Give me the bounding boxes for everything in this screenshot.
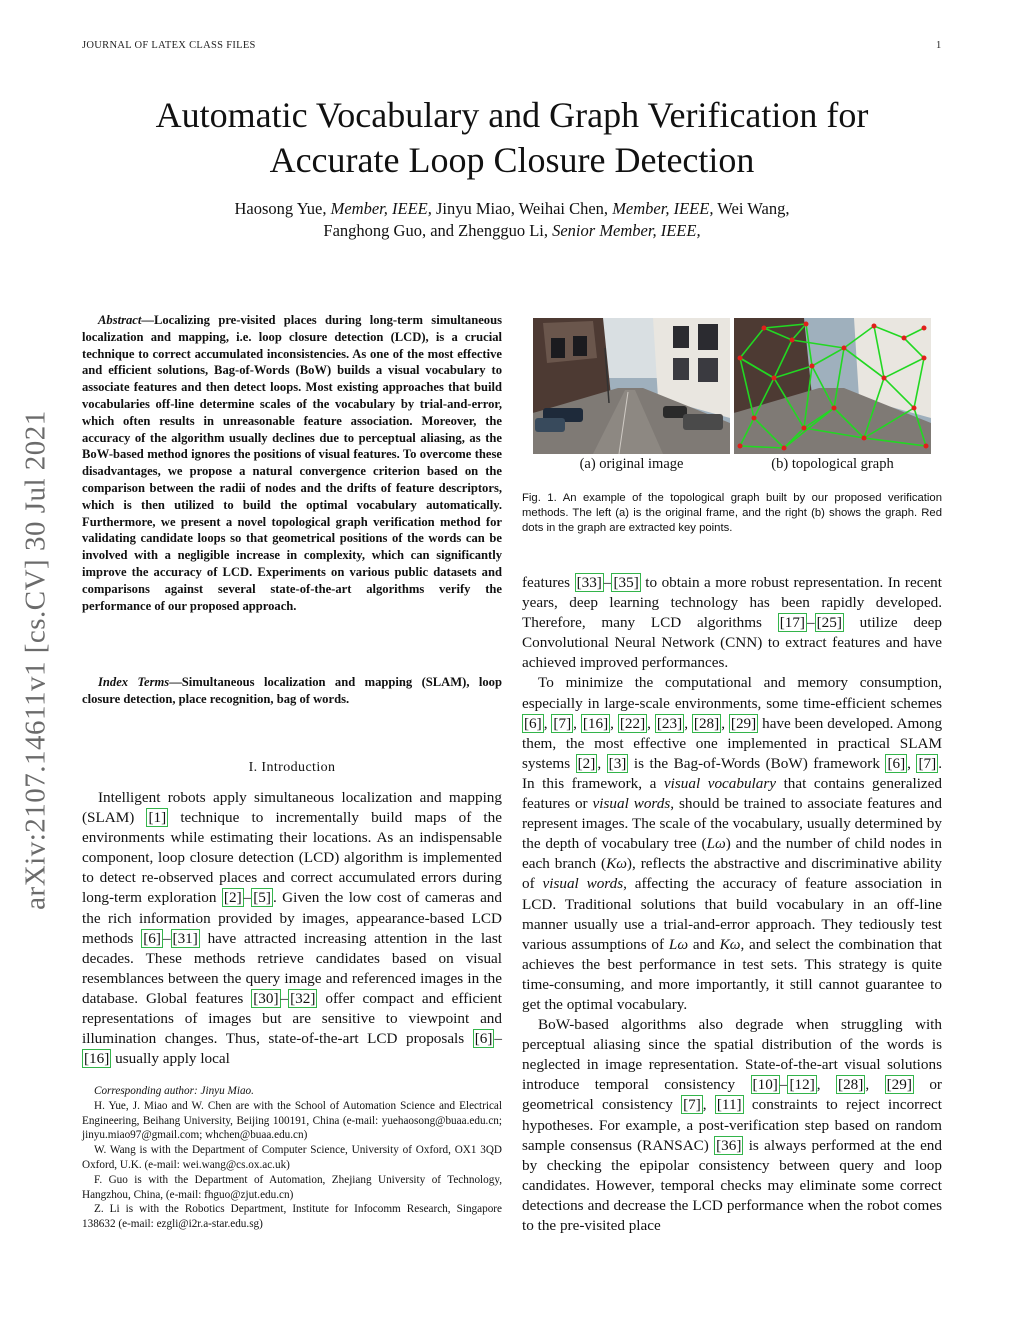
index-terms-text: —Simultaneous localization and mapping (SLAM), loop closure detection, place recognition, bag of words. bbox=[82, 675, 502, 706]
citation-link[interactable]: [28] bbox=[693, 714, 720, 732]
text-run: – bbox=[494, 1030, 502, 1048]
graph-overlay-image bbox=[734, 318, 931, 454]
figure-topological-graph bbox=[734, 318, 931, 454]
citation-link[interactable]: [22] bbox=[619, 714, 646, 732]
text-run: To minimize the computational and memory consumption, especially in large-scale environments, some time-efficient schemes bbox=[522, 674, 942, 712]
arxiv-identifier: arXiv:2107.14611v1 [cs.CV] 30 Jul 2021 bbox=[19, 410, 52, 910]
text-run: – bbox=[280, 989, 289, 1007]
citation-link[interactable]: [32] bbox=[290, 989, 316, 1007]
author-line-2 bbox=[80, 220, 944, 242]
text-run: , bbox=[816, 1076, 837, 1094]
text-run: . Given the low cost of cameras and the rich information provided by images, appearance-based LCD methods bbox=[82, 889, 502, 947]
footnote-affiliation: Z. Li is with the Robotics Department, Institute for Infocomm Research, Singapore 138632 (e-mail: ezgli@i2r.a-star.edu.sg) bbox=[82, 1203, 502, 1231]
author-text: Wei Wang, bbox=[713, 199, 790, 218]
text-run: , bbox=[907, 754, 917, 772]
footnotes bbox=[82, 1084, 502, 1232]
citation-link[interactable]: [1] bbox=[148, 809, 167, 827]
citation-link[interactable]: [3] bbox=[608, 754, 627, 772]
footnote-affiliation: H. Yue, J. Miao and W. Chen are with the School of Automation Science and Electrical Engineering, Beihang University, Beijing 100191, China (e-mail: yuehaosong@buaa.edu.cn; jinyu.miao97@gmail.com; whchen@buaa.edu.cn) bbox=[82, 1099, 502, 1142]
title-line-2: Accurate Loop Closure Detection bbox=[269, 140, 755, 180]
citation-link[interactable]: [29] bbox=[886, 1076, 912, 1094]
citation-link[interactable]: [6] bbox=[524, 714, 542, 732]
footnote-affiliation: W. Wang is with the Department of Computer Science, University of Oxford, OX1 3QD Oxford, U.K. (e-mail: wei.wang@cs.ox.ac.uk) bbox=[82, 1144, 502, 1171]
page-number: 1 bbox=[936, 40, 942, 51]
text-run: – bbox=[162, 929, 171, 947]
citation-link[interactable]: [7] bbox=[918, 754, 937, 772]
citation-link[interactable]: [29] bbox=[730, 714, 757, 732]
text-run: to obtain a more robust representation. In recent years, deep learning technology has been rapidly developed. Therefore, many LCD algorithms bbox=[522, 574, 942, 632]
math-symbol: Lω bbox=[706, 835, 726, 853]
citation-link[interactable]: [16] bbox=[84, 1050, 110, 1068]
footnote-affiliation: F. Guo is with the Department of Automation, Zhejiang University of Technology, Hangzhou, China, (e-mail: fhguo@zjut.edu.cn) bbox=[82, 1173, 502, 1201]
citation-link[interactable]: [10] bbox=[752, 1076, 778, 1094]
abstract-text: —Localizing pre-visited places during long-term simultaneous localization and mapping, i.e. loop closure detection (LCD), is a crucial technique to correct accumulated inconsistencies. As one of the most effective and efficient solutions, Bag-of-Words (BoW) builds a visual vocabulary to associate features and then detect loops. Most existing approaches that build vocabularies off-line determine scales of the vocabulary by trial-and-error, which often results in unreasonable feature association. Moreover, the accuracy of the algorithm usually declines due to perceptual aliasing, as the BoW-based method ignores the positions of visual features. To overcome these disadvantages, we propose a natural convergence criterion based on the comparison between the radii of nodes and the drifts of feature descriptors, which is then utilized to build the optimal vocabulary automatically. Furthermore, we present a novel topological graph verification method for validating candidate loops so that geometrical positions of the words can be involved with a negligible increase in complexity, which can significantly improve the accuracy of LCD. Experiments on various public datasets and comparisons against several state-of-the-art algorithms verify the performance of our proposed approach. bbox=[82, 313, 502, 613]
text-run: constraints to reject incorrect hypotheses. For example, a post-verification step based on random sample consensus (RANSAC) bbox=[522, 1096, 942, 1154]
text-run: , bbox=[721, 714, 729, 732]
title-line-1: Automatic Vocabulary and Graph Verification for bbox=[155, 95, 869, 135]
author-text: Jinyu Miao, Weihai Chen, bbox=[431, 199, 613, 218]
text-run: and bbox=[688, 935, 720, 953]
arxiv-sidebar bbox=[6, 370, 66, 950]
emphasis: visual words bbox=[542, 875, 624, 893]
text-run: , bbox=[684, 714, 692, 732]
citation-link[interactable]: [28] bbox=[838, 1076, 864, 1094]
text-run: – bbox=[779, 1076, 788, 1094]
emphasis: visual vocabulary bbox=[663, 774, 777, 792]
text-run: , bbox=[573, 714, 581, 732]
citation-link[interactable]: [6] bbox=[474, 1030, 493, 1048]
author-affil: Member, IEEE, bbox=[330, 199, 432, 218]
text-run: is always performed at the end by checking the epipolar consistency between query and loop candidates. However, temporal checks may eliminate some correct detections and decrease the LCD performance when the robot comes to the pre-visited place bbox=[522, 1136, 942, 1234]
text-run: , bbox=[543, 714, 552, 732]
figure-original-image bbox=[533, 318, 730, 454]
figure-label: Fig. 1. bbox=[522, 492, 557, 504]
citation-link[interactable]: [11] bbox=[716, 1096, 742, 1114]
index-terms bbox=[82, 674, 502, 708]
author-affil: Member, IEEE, bbox=[612, 199, 714, 218]
text-run: , bbox=[865, 1076, 885, 1094]
citation-link[interactable]: [6] bbox=[143, 929, 161, 947]
paper-title bbox=[80, 93, 944, 183]
section-heading: I. Introduction bbox=[248, 760, 336, 775]
citation-link[interactable]: [6] bbox=[887, 754, 906, 772]
text-run: utilize deep Convolutional Neural Network (CNN) to extract features and have achieved improved performances. bbox=[522, 614, 942, 672]
citation-link[interactable]: [36] bbox=[716, 1136, 742, 1154]
corresponding-author: Corresponding author: Jinyu Miao. bbox=[94, 1085, 254, 1097]
text-run: , affecting the accuracy of feature association in LCD. Traditional solutions that build vocabulary in an off-line manner usually use a trial-and-error approach. They tediously test various assumptions of bbox=[522, 875, 943, 953]
citation-link[interactable]: [7] bbox=[683, 1096, 701, 1114]
street-scene-image bbox=[533, 318, 730, 454]
citation-link[interactable]: [17] bbox=[779, 614, 805, 632]
figure-caption-text: An example of the topological graph built by our proposed verification methods. The left (a) is the original frame, and the right (b) shows the graph. Red dots in the graph are extracted key points. bbox=[522, 492, 942, 534]
text-run: , bbox=[610, 714, 618, 732]
citation-link[interactable]: [7] bbox=[553, 714, 572, 732]
text-run: have been developed. Among them, the most effective one implemented in practical SLAM systems bbox=[522, 714, 943, 772]
citation-link[interactable]: [30] bbox=[253, 989, 279, 1007]
math-symbol: Kω bbox=[719, 935, 741, 953]
text-run: ) and the number of child nodes in each branch ( bbox=[522, 835, 942, 873]
text-run: , bbox=[597, 754, 607, 772]
emphasis: visual words bbox=[592, 795, 671, 813]
text-run: . In this framework, a bbox=[522, 754, 942, 792]
subcaption-a: (a) original image bbox=[579, 456, 684, 472]
author-line-1 bbox=[80, 198, 944, 220]
text-run: , should be trained to associate features and represent images. The scale of the vocabulary, usually determined by the depth of vocabulary tree ( bbox=[522, 795, 942, 853]
citation-link[interactable]: [2] bbox=[223, 889, 242, 907]
citation-link[interactable]: [16] bbox=[582, 714, 609, 732]
text-run: technique to incrementally build maps of the environments while estimating their locations. As an indispensable component, loop closure detection (LCD) algorithm is implemented to detect re-observed places and correct accumulated errors during long-term exploration bbox=[82, 809, 502, 907]
text-run: usually apply local bbox=[111, 1050, 230, 1068]
text-run: , bbox=[647, 714, 655, 732]
author-affil: Senior Member, IEEE, bbox=[552, 221, 701, 240]
math-symbol: Lω bbox=[668, 935, 689, 953]
math-symbol: Kω bbox=[606, 855, 627, 873]
text-run: , bbox=[702, 1096, 715, 1114]
text-run: or geometrical consistency bbox=[522, 1076, 942, 1114]
text-run: is the Bag-of-Words (BoW) framework bbox=[628, 754, 886, 772]
right-column-body bbox=[522, 573, 942, 1236]
text-run: – bbox=[603, 574, 612, 591]
citation-link[interactable]: [12] bbox=[789, 1076, 815, 1094]
figure-caption bbox=[522, 491, 942, 536]
abstract bbox=[82, 312, 502, 614]
citation-link[interactable]: [25] bbox=[816, 614, 842, 632]
index-terms-label: Index Terms bbox=[98, 675, 170, 689]
text-run: ), reflects the abstractive and discriminative ability of bbox=[522, 855, 942, 893]
author-list bbox=[80, 198, 944, 242]
text-run: Intelligent robots apply simultaneous localization and mapping (SLAM) bbox=[82, 789, 502, 827]
text-run: BoW-based algorithms also degrade when struggling with perceptual aliasing since the spatial distribution of the words is neglected in image representation. State-of-the-art visual solutions introduce temporal consistency bbox=[522, 1016, 942, 1094]
intro-paragraph bbox=[82, 788, 502, 1069]
text-run: offer compact and efficient representations of images but are sensitive to viewpoint and illumination changes. Thus, state-of-the-art LCD proposals bbox=[82, 989, 503, 1048]
subcaption-b: (b) topological graph bbox=[771, 456, 894, 472]
abstract-label: Abstract bbox=[98, 313, 142, 327]
text-run: – bbox=[243, 889, 252, 907]
text-run: that contains generalized features or bbox=[522, 774, 942, 813]
running-header: JOURNAL OF LATEX CLASS FILES bbox=[82, 40, 256, 51]
citation-link[interactable]: [5] bbox=[253, 889, 271, 907]
text-run: , and select the combination that achieves the best performance in test sets. This strategy is quite time-consuming, and more importantly, it still cannot guarantee to get the optimal vocabulary. bbox=[522, 935, 942, 1013]
citation-link[interactable]: [33] bbox=[576, 574, 602, 591]
citation-link[interactable]: [31] bbox=[172, 929, 198, 947]
citation-link[interactable]: [35] bbox=[613, 574, 639, 591]
author-text: Fanghong Guo, and Zhengguo Li, bbox=[323, 221, 553, 240]
text-run: – bbox=[807, 614, 815, 632]
text-run: features bbox=[522, 574, 575, 591]
text-run: have attracted increasing attention in the last decades. These methods retrieve candidates based on visual resemblances between the query image and referenced images in the database. Global features bbox=[82, 929, 502, 1007]
author-text: Haosong Yue, bbox=[234, 199, 331, 218]
citation-link[interactable]: [23] bbox=[656, 714, 683, 732]
citation-link[interactable]: [2] bbox=[577, 754, 596, 772]
